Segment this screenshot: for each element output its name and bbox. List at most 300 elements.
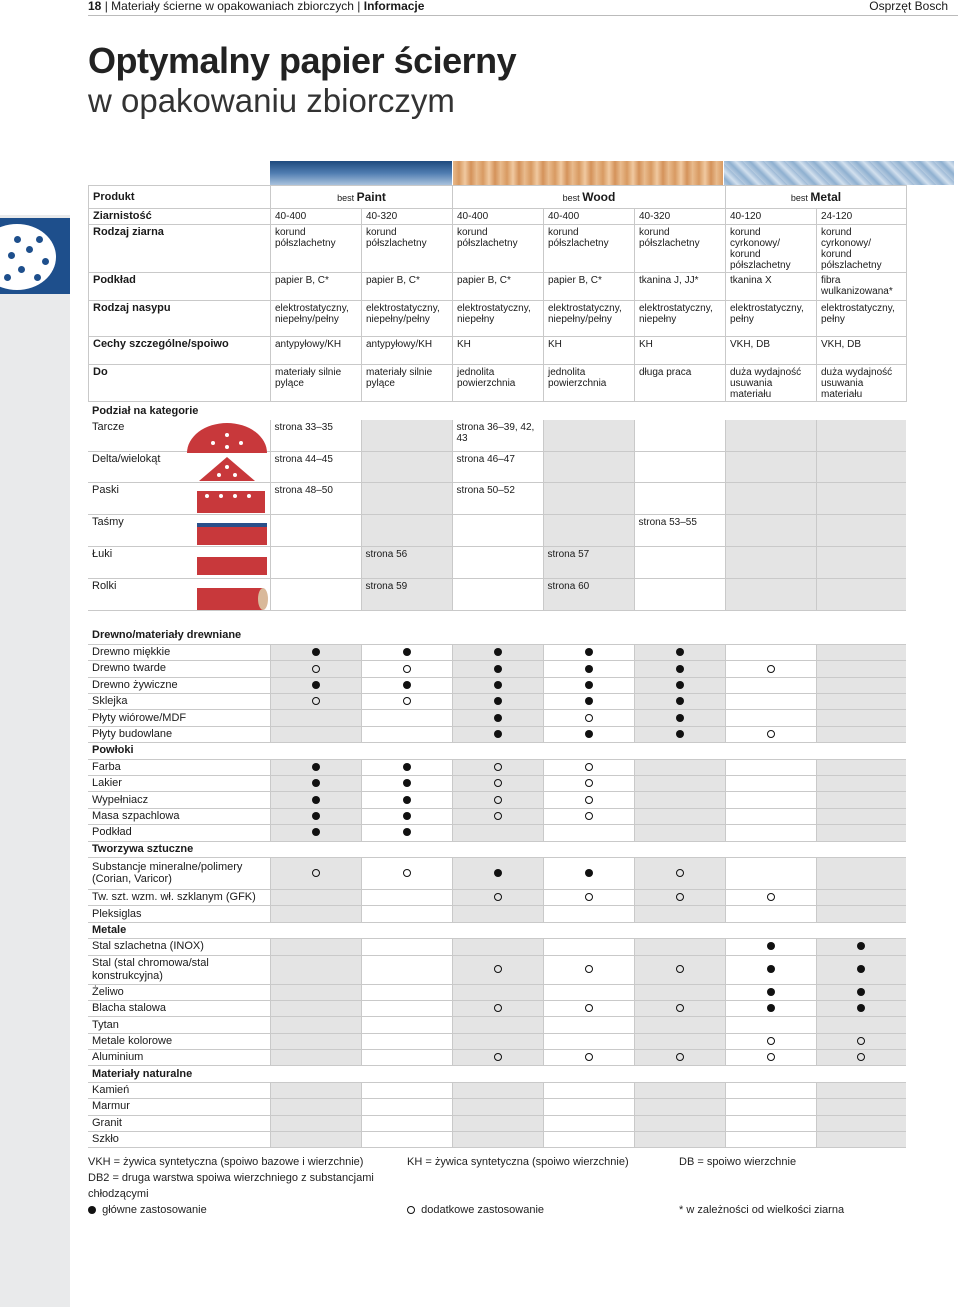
application-cell [816, 1033, 906, 1049]
for-row [89, 365, 907, 402]
application-cell [452, 1066, 543, 1082]
application-cell [452, 1017, 543, 1033]
application-label: Marmur [88, 1099, 270, 1115]
brand-wood-name: Wood [582, 189, 616, 204]
backing-value: fibra wulkanizowana* [817, 273, 907, 301]
application-label: Lakier [88, 776, 270, 792]
delta-shape [199, 457, 255, 481]
disc-shape [187, 423, 267, 453]
application-cell [725, 1000, 816, 1016]
application-cell [361, 661, 452, 677]
application-row [88, 906, 906, 922]
application-cell [816, 792, 906, 808]
extra-use-ring-icon [312, 665, 320, 673]
application-row [88, 1050, 906, 1066]
application-cell [725, 1132, 816, 1148]
features-value: antypyłowy/KH [362, 337, 453, 365]
application-cell [725, 743, 816, 759]
application-label: Szkło [88, 1132, 270, 1148]
main-use-dot-icon [857, 1004, 865, 1012]
application-table [88, 628, 906, 1148]
application-cell [725, 1066, 816, 1082]
application-section-title: Drewno/materiały drewniane [88, 628, 270, 644]
application-cell [543, 857, 634, 889]
application-label: Stal szlachetna (INOX) [88, 939, 270, 955]
section-name: Informacje [363, 0, 425, 13]
main-use-dot-icon [585, 648, 593, 656]
application-cell [361, 841, 452, 857]
extra-use-ring-icon [585, 1053, 593, 1061]
application-label: Wypełniacz [88, 792, 270, 808]
backing-row [89, 273, 907, 301]
coating-label: Rodzaj nasypu [89, 301, 271, 337]
application-cell [816, 1000, 906, 1016]
brand-paint: best Paint [271, 186, 453, 209]
extra-use-ring-icon [585, 714, 593, 722]
main-use-dot-icon [585, 665, 593, 673]
application-cell [543, 759, 634, 775]
application-cell [543, 628, 634, 644]
application-cell [270, 1033, 361, 1049]
extra-use-ring-icon [767, 1037, 775, 1045]
features-label: Cechy szczególne/spoiwo [89, 337, 271, 365]
application-row [88, 743, 906, 759]
application-cell [816, 857, 906, 889]
extra-use-ring-icon [494, 965, 502, 973]
category-page-ref [725, 546, 816, 578]
product-label: Produkt [89, 186, 271, 209]
application-cell [725, 677, 816, 693]
application-cell [270, 628, 361, 644]
coating-value: elektrostatyczny, pełny [817, 301, 907, 337]
application-cell [543, 955, 634, 984]
category-page-ref [725, 420, 816, 451]
application-row [88, 955, 906, 984]
backing-label: Podkład [89, 273, 271, 301]
header-divider [88, 15, 958, 16]
for-label: Do [89, 365, 271, 402]
grit-value: 40-320 [635, 209, 726, 225]
application-cell [543, 694, 634, 710]
main-use-dot-icon [676, 648, 684, 656]
application-cell [634, 677, 725, 693]
application-row [88, 644, 906, 660]
application-cell [634, 1066, 725, 1082]
application-cell [270, 644, 361, 660]
application-cell [543, 1000, 634, 1016]
main-use-dot-icon [676, 665, 684, 673]
application-cell [725, 1082, 816, 1098]
main-use-dot-icon [312, 796, 320, 804]
application-cell [361, 1066, 452, 1082]
legend-middle [407, 1154, 667, 1218]
category-page-ref [816, 546, 906, 578]
grit-row [89, 209, 907, 225]
extra-use-ring-icon [403, 697, 411, 705]
category-page-ref [361, 451, 452, 482]
application-cell [634, 792, 725, 808]
application-cell [270, 776, 361, 792]
grain-row [89, 225, 907, 273]
application-cell [270, 939, 361, 955]
grit-label: Ziarnistość [89, 209, 271, 225]
main-use-dot-icon [312, 828, 320, 836]
application-cell [634, 726, 725, 742]
application-cell [452, 1050, 543, 1066]
category-page-ref [725, 578, 816, 610]
application-cell [725, 906, 816, 922]
for-value: materiały silnie pylące [362, 365, 453, 402]
main-use-dot-icon [494, 681, 502, 689]
features-value: antypyłowy/KH [271, 337, 362, 365]
application-cell [361, 1099, 452, 1115]
brand-metal-name: Metal [810, 189, 842, 204]
application-cell [361, 906, 452, 922]
header-brand: Osprzęt Bosch [869, 0, 948, 13]
application-cell [816, 984, 906, 1000]
application-cell [634, 906, 725, 922]
application-cell [361, 1115, 452, 1131]
coating-value: elektrostatyczny, pełny [726, 301, 817, 337]
page-subtitle: w opakowaniu zbiorczym [88, 82, 455, 119]
category-page-ref [816, 578, 906, 610]
application-cell [725, 1017, 816, 1033]
application-cell [543, 1132, 634, 1148]
backing-value: tkanina J, JJ* [635, 273, 726, 301]
application-cell [270, 710, 361, 726]
application-cell [543, 1082, 634, 1098]
application-cell [725, 939, 816, 955]
backing-value: papier B, C* [453, 273, 544, 301]
features-value: KH [635, 337, 726, 365]
application-label: Drewno twarde [88, 661, 270, 677]
category-page-ref [816, 420, 906, 451]
application-label: Płyty wiórowe/MDF [88, 710, 270, 726]
application-cell [361, 776, 452, 792]
extra-use-ring-icon [494, 1053, 502, 1061]
application-cell [543, 1066, 634, 1082]
application-cell [361, 808, 452, 824]
category-page-ref [270, 546, 361, 578]
application-cell [452, 694, 543, 710]
left-margin-strip [0, 215, 70, 1307]
category-label: Taśmy [88, 514, 270, 546]
application-label: Granit [88, 1115, 270, 1131]
main-use-dot-icon [585, 869, 593, 877]
category-page-ref: strona 46–47 [452, 451, 543, 482]
category-page-ref [543, 482, 634, 514]
main-use-dot-icon [676, 681, 684, 689]
application-cell [543, 922, 634, 938]
main-use-dot-icon [403, 779, 411, 787]
coating-value: elektrostatyczny, niepełny/pełny [544, 301, 635, 337]
main-use-dot-icon [857, 942, 865, 950]
application-cell [634, 857, 725, 889]
application-cell [725, 710, 816, 726]
extra-use-ring-icon [494, 763, 502, 771]
application-cell [634, 922, 725, 938]
grain-value: korund półszlachetny [271, 225, 362, 273]
application-cell [816, 726, 906, 742]
application-cell [543, 776, 634, 792]
application-cell [725, 628, 816, 644]
application-label: Stal (stal chromowa/stal konstrukcyjna) [88, 955, 270, 984]
category-page-ref [452, 514, 543, 546]
category-page-ref [634, 420, 725, 451]
application-cell [634, 694, 725, 710]
application-cell [452, 726, 543, 742]
metal-product-image [724, 161, 954, 185]
main-use-dot-icon [494, 714, 502, 722]
application-cell [543, 1033, 634, 1049]
category-label: Tarcze [88, 420, 270, 451]
application-cell [634, 661, 725, 677]
application-cell [361, 726, 452, 742]
main-use-dot-icon [312, 648, 320, 656]
application-cell [816, 1132, 906, 1148]
category-page-ref [816, 514, 906, 546]
application-cell [361, 759, 452, 775]
coating-value: elektrostatyczny, niepełny [635, 301, 726, 337]
grain-value: korund półszlachetny [453, 225, 544, 273]
extra-use-ring-icon [676, 893, 684, 901]
application-cell [543, 939, 634, 955]
application-row [88, 792, 906, 808]
application-cell [543, 677, 634, 693]
application-label: Płyty budowlane [88, 726, 270, 742]
extra-use-ring-icon [494, 796, 502, 804]
application-cell [270, 841, 361, 857]
application-cell [816, 743, 906, 759]
application-cell [270, 955, 361, 984]
wood-product-image [453, 161, 723, 185]
application-cell [816, 841, 906, 857]
application-cell [270, 759, 361, 775]
legend-db2: DB2 = druga warstwa spoiwa wierzchniego z substancjami chłodzącymi [88, 1172, 374, 1200]
extra-use-ring-icon [767, 893, 775, 901]
legend-left [88, 1154, 388, 1218]
category-title: Podział na kategorie [92, 405, 199, 417]
application-section-title: Powłoki [88, 743, 270, 759]
product-spec-table [88, 185, 907, 402]
extra-use-ring-icon [312, 869, 320, 877]
application-cell [270, 1099, 361, 1115]
application-row [88, 1033, 906, 1049]
application-cell [452, 792, 543, 808]
main-use-dot-icon [494, 697, 502, 705]
application-cell [452, 889, 543, 905]
grit-value: 40-120 [726, 209, 817, 225]
grain-label: Rodzaj ziarna [89, 225, 271, 273]
main-use-dot-icon [767, 965, 775, 973]
application-cell [543, 906, 634, 922]
grit-value: 40-400 [271, 209, 362, 225]
for-value: jednolita powierzchnia [544, 365, 635, 402]
legend-main-use: główne zastosowanie [102, 1204, 207, 1216]
category-label: Delta/wielokąt [88, 451, 270, 482]
main-use-dot-icon [403, 828, 411, 836]
extra-use-ring-icon [585, 812, 593, 820]
application-cell [361, 922, 452, 938]
extra-use-ring-icon [585, 965, 593, 973]
category-page-ref [452, 546, 543, 578]
application-label: Farba [88, 759, 270, 775]
application-cell [634, 825, 725, 841]
category-page-ref [725, 451, 816, 482]
application-label: Aluminium [88, 1050, 270, 1066]
extra-use-ring-icon [403, 665, 411, 673]
application-cell [270, 1066, 361, 1082]
application-row [88, 628, 906, 644]
header-left: 18 | Materiały ścierne w opakowaniach zbiorczych | Informacje [88, 0, 425, 13]
legend-kh: KH = żywica syntetyczna (spoiwo wierzchnie) [407, 1156, 629, 1168]
application-row [88, 1000, 906, 1016]
category-page-ref [543, 420, 634, 451]
page-title: Optymalny papier ścierny [88, 40, 517, 81]
category-page-ref: strona 57 [543, 546, 634, 578]
application-cell [361, 1050, 452, 1066]
application-cell [725, 808, 816, 824]
application-cell [543, 984, 634, 1000]
grain-value: korund cyrkonowy/ korund półszlachetny [726, 225, 817, 273]
features-value: KH [544, 337, 635, 365]
main-use-dot-icon [676, 697, 684, 705]
legend-extra-use: dodatkowe zastosowanie [421, 1204, 545, 1216]
application-row [88, 726, 906, 742]
main-use-dot-icon [585, 730, 593, 738]
category-page-ref [543, 451, 634, 482]
category-page-ref [452, 578, 543, 610]
features-value: VKH, DB [726, 337, 817, 365]
application-cell [725, 922, 816, 938]
application-cell [270, 726, 361, 742]
application-row [88, 661, 906, 677]
roll-shape [197, 588, 268, 610]
application-cell [634, 1000, 725, 1016]
application-cell [452, 759, 543, 775]
application-row [88, 1099, 906, 1115]
extra-use-ring-icon [312, 697, 320, 705]
category-page-ref: strona 53–55 [634, 514, 725, 546]
main-use-dot-icon [494, 648, 502, 656]
application-label: Blacha stalowa [88, 1000, 270, 1016]
application-cell [543, 1115, 634, 1131]
application-cell [270, 984, 361, 1000]
grit-value: 40-400 [544, 209, 635, 225]
application-cell [452, 677, 543, 693]
application-cell [634, 1050, 725, 1066]
application-cell [270, 1115, 361, 1131]
grit-value: 40-320 [362, 209, 453, 225]
application-cell [543, 808, 634, 824]
application-cell [816, 955, 906, 984]
category-label: Łuki [88, 546, 270, 578]
application-cell [543, 644, 634, 660]
application-cell [270, 743, 361, 759]
category-page-ref [361, 514, 452, 546]
category-page-ref: strona 44–45 [270, 451, 361, 482]
coating-row [89, 301, 907, 337]
application-cell [816, 922, 906, 938]
application-cell [816, 825, 906, 841]
application-row [88, 710, 906, 726]
for-value: duża wydajność usuwania materiału [726, 365, 817, 402]
application-cell [634, 1017, 725, 1033]
extra-use-ring-icon [767, 1053, 775, 1061]
application-cell [452, 644, 543, 660]
main-use-dot-icon [494, 730, 502, 738]
grain-value: korund półszlachetny [635, 225, 726, 273]
for-value: jednolita powierzchnia [453, 365, 544, 402]
main-use-dot-icon [403, 681, 411, 689]
application-cell [634, 1099, 725, 1115]
application-cell [634, 759, 725, 775]
application-row [88, 841, 906, 857]
application-row [88, 776, 906, 792]
application-cell [543, 825, 634, 841]
category-page-ref [816, 451, 906, 482]
application-cell [816, 628, 906, 644]
application-cell [361, 1000, 452, 1016]
belt-shape [197, 523, 267, 545]
extra-use-ring-icon [857, 1037, 865, 1045]
application-cell [270, 825, 361, 841]
features-row [89, 337, 907, 365]
application-cell [816, 1017, 906, 1033]
category-page-ref [543, 514, 634, 546]
application-cell [361, 889, 452, 905]
application-label: Drewno miękkie [88, 644, 270, 660]
application-cell [816, 1115, 906, 1131]
application-section-title: Tworzywa sztuczne [88, 841, 270, 857]
application-row [88, 1082, 906, 1098]
application-cell [634, 743, 725, 759]
category-label: Rolki [88, 578, 270, 610]
application-cell [270, 808, 361, 824]
for-value: materiały silnie pylące [271, 365, 362, 402]
application-row [88, 825, 906, 841]
extra-use-ring-icon [857, 1053, 865, 1061]
application-cell [816, 939, 906, 955]
category-page-ref [270, 514, 361, 546]
application-row [88, 939, 906, 955]
application-row [88, 694, 906, 710]
application-cell [270, 1082, 361, 1098]
application-cell [634, 1132, 725, 1148]
application-cell [543, 710, 634, 726]
extra-use-ring-icon [494, 812, 502, 820]
application-label: Żeliwo [88, 984, 270, 1000]
application-cell [634, 984, 725, 1000]
application-row [88, 677, 906, 693]
application-cell [543, 743, 634, 759]
category-page-ref [634, 451, 725, 482]
application-cell [725, 984, 816, 1000]
application-cell [270, 1000, 361, 1016]
legend-db: DB = spoiwo wierzchnie [679, 1156, 797, 1168]
application-cell [452, 710, 543, 726]
application-cell [816, 1050, 906, 1066]
application-cell [361, 857, 452, 889]
application-cell [725, 694, 816, 710]
main-use-dot-icon [585, 681, 593, 689]
main-use-dot-icon [676, 730, 684, 738]
application-cell [452, 1099, 543, 1115]
coating-value: elektrostatyczny, niepełny/pełny [271, 301, 362, 337]
application-cell [361, 1132, 452, 1148]
application-cell [361, 825, 452, 841]
extra-use-ring-icon [767, 730, 775, 738]
